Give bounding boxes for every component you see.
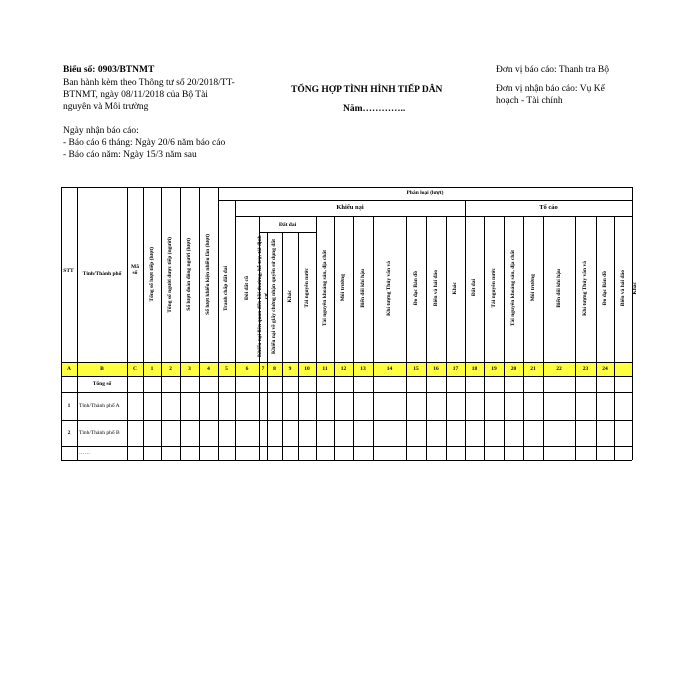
column-line bbox=[127, 187, 128, 460]
column-header-label: Số lượt đoàn đông người (lượt) bbox=[186, 238, 193, 311]
row-province-name: Tổng số bbox=[92, 380, 112, 387]
index-cell: 18 bbox=[471, 365, 478, 372]
row-province-name: Tỉnh/Thành phố A bbox=[79, 402, 120, 409]
column-header-label: Khác bbox=[286, 289, 293, 303]
column-header-20 bbox=[504, 218, 523, 358]
report-year: Năm………….. bbox=[343, 104, 406, 114]
issued-by-line-2: BTNMT, ngày 08/11/2018 của Bộ Tài bbox=[63, 90, 208, 100]
row-province-name: …… bbox=[79, 449, 90, 456]
column-header-3 bbox=[180, 191, 199, 358]
group-header-classification: Phân loại (lượt) bbox=[406, 189, 444, 196]
column-line bbox=[77, 187, 78, 460]
column-header-12 bbox=[334, 218, 353, 358]
index-cell: 20 bbox=[510, 365, 517, 372]
index-cell: 22 bbox=[556, 365, 562, 372]
column-header-stt: STT bbox=[63, 267, 74, 274]
column-header-22 bbox=[543, 218, 575, 358]
row-stt: 2 bbox=[67, 429, 71, 436]
column-header-label: Khiếu nại về giấy chứng nhận quyền sử dụng đất bbox=[271, 238, 278, 354]
row-line bbox=[61, 392, 632, 393]
column-header-6 bbox=[235, 218, 259, 358]
form-number: Biểu số: 0903/BTNMT bbox=[63, 65, 155, 75]
row-line bbox=[61, 376, 632, 377]
column-header-10 bbox=[298, 218, 316, 358]
column-header-label: Biến đổi khí hậu bbox=[555, 268, 562, 308]
column-header-5 bbox=[218, 218, 235, 358]
column-header-label: Khiếu nại liên quan đến bồi thường, hỗ trợ, tái định cư bbox=[256, 235, 269, 357]
issued-by-line-3: nguyên và Môi trường bbox=[63, 102, 149, 112]
column-header-label: Tổng số người được tiếp (người) bbox=[167, 236, 174, 313]
index-cell: 21 bbox=[530, 365, 536, 372]
index-cell: 14 bbox=[386, 365, 393, 372]
column-header-label: Tài nguyên khoáng sản, địa chất bbox=[510, 249, 517, 327]
group-header-land: Đất đai bbox=[278, 221, 297, 228]
index-cell: 15 bbox=[413, 365, 419, 372]
complaint-divider bbox=[235, 216, 632, 217]
row-line bbox=[61, 446, 632, 447]
column-header-24 bbox=[596, 218, 614, 358]
column-header-label: Số lượt khiếu kiện nhiều lần (lượt) bbox=[205, 234, 212, 315]
column-header-label: Khác bbox=[632, 281, 638, 295]
index-cell: B bbox=[100, 365, 104, 372]
row-line bbox=[61, 460, 632, 461]
index-cell: 17 bbox=[452, 365, 459, 372]
index-cell: 8 bbox=[273, 365, 276, 372]
issued-by-line-1: Ban hành kèm theo Thông tư số 20/2018/TT- bbox=[63, 78, 235, 88]
page-title: TỔNG HỢP TÌNH HÌNH TIẾP DÂN bbox=[291, 85, 443, 95]
column-header-26 bbox=[632, 218, 639, 358]
index-cell: 2 bbox=[169, 365, 172, 372]
column-header-label: Tài nguyên khoáng sản, địa chất bbox=[321, 249, 328, 327]
row-stt bbox=[61, 376, 77, 392]
row-line bbox=[61, 420, 632, 421]
receiving-unit-line-1: Đơn vị nhận báo cáo: Vụ Kế bbox=[496, 84, 605, 94]
column-header-label: Khí tượng Thủy văn và bbox=[582, 260, 589, 316]
index-cell: 3 bbox=[188, 365, 191, 372]
index-cell: 1 bbox=[150, 365, 154, 372]
index-cell: 9 bbox=[288, 365, 292, 372]
column-header-label: Biển và hải đảo bbox=[619, 269, 626, 307]
reporting-unit: Đơn vị báo cáo: Thanh tra Bộ bbox=[496, 65, 610, 75]
receive-date-half-year: - Báo cáo 6 tháng: Ngày 20/6 năm báo cáo bbox=[63, 138, 226, 148]
column-header-province: Tỉnh/Thành phố bbox=[82, 270, 122, 277]
index-cell: 10 bbox=[304, 365, 310, 372]
column-header-label: Môi trường bbox=[529, 274, 536, 302]
column-header-label: Biến đổi khí hậu bbox=[359, 268, 366, 308]
index-cell: 12 bbox=[340, 365, 347, 372]
column-header-label: Tổng số lượt tiếp (lượt) bbox=[148, 247, 155, 302]
column-header-2 bbox=[161, 191, 180, 358]
column-header-label: Đo đạc Bản đồ bbox=[412, 270, 419, 306]
column-header-label: Khác bbox=[452, 281, 459, 295]
column-header-label: Khí tượng Thủy văn và bbox=[386, 260, 393, 316]
column-header-label: Đo đạc Bản đồ bbox=[601, 270, 608, 306]
column-header-code: Mã số bbox=[131, 263, 139, 276]
group-header-complaint: Khiếu nại bbox=[336, 204, 364, 211]
column-header-label: Tài nguyên nước bbox=[303, 268, 310, 308]
index-cell: 24 bbox=[602, 365, 608, 372]
index-cell: A bbox=[67, 365, 71, 372]
index-cell: 13 bbox=[360, 365, 366, 372]
row-province-name: Tỉnh/Thành phố B bbox=[79, 429, 120, 436]
column-header-label: Biển và hải đảo bbox=[432, 269, 439, 307]
column-header-label: Đòi đất cũ bbox=[243, 275, 250, 301]
column-header-15 bbox=[406, 218, 426, 358]
column-header-18 bbox=[465, 218, 484, 358]
column-header-11 bbox=[316, 218, 334, 358]
column-header-25 bbox=[614, 218, 632, 358]
column-header-4 bbox=[199, 191, 218, 358]
column-header-8 bbox=[267, 234, 282, 358]
group-header-denunciation: Tố cáo bbox=[539, 204, 558, 211]
index-cell: 19 bbox=[491, 365, 497, 372]
column-header-23 bbox=[575, 218, 596, 358]
receive-date-label: Ngày nhận báo cáo: bbox=[63, 126, 139, 136]
column-header-1 bbox=[143, 191, 161, 358]
column-header-13 bbox=[353, 218, 373, 358]
column-header-16 bbox=[426, 218, 446, 358]
index-cell: 5 bbox=[225, 365, 228, 372]
index-cell: C bbox=[133, 365, 137, 372]
column-header-21 bbox=[523, 218, 543, 358]
column-header-label: Môi trường bbox=[340, 274, 347, 302]
column-header-7 bbox=[256, 234, 269, 358]
receive-date-year: - Báo cáo năm: Ngày 15/3 năm sau bbox=[63, 150, 197, 160]
column-header-label: Tranh chấp đất đai bbox=[223, 265, 230, 311]
receiving-unit-line-2: hoạch - Tài chính bbox=[496, 96, 563, 106]
row-stt: 1 bbox=[67, 402, 71, 409]
table-top-border bbox=[61, 187, 632, 188]
classification-divider bbox=[218, 200, 632, 201]
index-cell: 11 bbox=[322, 365, 328, 372]
column-header-label: Đất đai bbox=[471, 279, 478, 297]
column-header-19 bbox=[484, 218, 504, 358]
column-header-14 bbox=[373, 218, 406, 358]
column-header-9 bbox=[282, 234, 298, 358]
row-stt bbox=[61, 446, 77, 460]
index-cell: 7 bbox=[261, 365, 265, 372]
column-header-17 bbox=[446, 218, 465, 358]
index-cell: 4 bbox=[207, 365, 210, 372]
index-cell: 6 bbox=[245, 365, 249, 372]
index-cell: 23 bbox=[582, 365, 589, 372]
column-header-label: Tài nguyên nước bbox=[490, 268, 497, 308]
index-cell: 16 bbox=[433, 365, 439, 372]
